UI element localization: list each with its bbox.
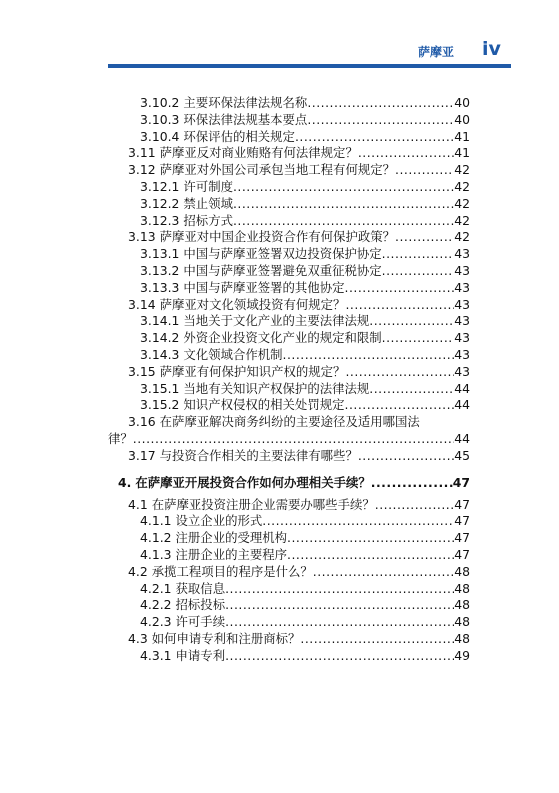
toc-entry-title: 如何申请专利和注册商标？ (151, 631, 301, 646)
toc-entry-title: 知识产权侵权的相关处罚规定 (183, 397, 345, 413)
toc-entry-page: 47 (454, 547, 470, 562)
header-rule (108, 64, 511, 68)
toc-entry-page: 44 (454, 397, 470, 413)
toc-entry-title: 萨摩亚对外国公司承包当地工程有何规定？ (159, 162, 396, 178)
toc-entry-page: 43 (454, 330, 470, 346)
toc-entry-number: 4.1.1 (140, 513, 172, 529)
toc-entry[interactable] (140, 581, 470, 597)
toc-leader-dots (307, 112, 454, 128)
toc-entry-page: 44 (454, 380, 470, 396)
toc-entry[interactable] (140, 614, 470, 630)
toc-entry[interactable] (140, 196, 470, 212)
toc-entry-number: 4. (118, 474, 132, 490)
toc-entry[interactable] (140, 179, 470, 195)
toc-entry-page: 48 (454, 580, 470, 596)
toc-entry-page: 48 (454, 614, 470, 630)
toc-entry-page: 43 (454, 246, 470, 262)
toc-entry[interactable] (140, 246, 470, 262)
toc-entry-page: 40 (454, 95, 470, 110)
toc-entry-title: 注册企业的主要程序 (175, 547, 288, 562)
toc-leader-dots (225, 648, 454, 664)
toc-entry[interactable] (128, 497, 470, 513)
toc-entry-title: 中国与萨摩亚签署避免双重征税协定 (183, 263, 382, 278)
toc-leader-dots (262, 513, 454, 529)
toc-entry-page: 40 (454, 111, 470, 127)
toc-entry-number: 3.13.3 (140, 279, 180, 295)
toc-entry-page: 43 (454, 347, 470, 362)
toc-entry[interactable] (128, 229, 470, 245)
toc-entry-page: 43 (454, 313, 470, 329)
toc-entry-title: 与投资合作相关的主要法律有哪些？ (159, 447, 358, 463)
toc-leader-dots (345, 297, 454, 313)
toc-entry-number: 3.15.1 (140, 380, 180, 396)
toc-entry-number: 3.13.2 (140, 263, 180, 278)
toc-entry[interactable] (128, 564, 470, 580)
toc-entry-number: 3.16 (128, 414, 156, 430)
toc-entry-title: 申请专利 (175, 647, 226, 663)
toc-entry-number: 4.1 (128, 496, 148, 512)
toc-entry[interactable] (128, 364, 470, 380)
toc-entry-page: 49 (454, 647, 470, 663)
toc-entry-number: 3.15 (128, 363, 156, 379)
toc-entry-title: 在萨摩亚投资注册企业需要办哪些手续？ (151, 496, 375, 512)
toc-entry-page: 42 (454, 212, 470, 228)
toc-entry-page: 47 (454, 530, 470, 546)
toc-leader-dots (133, 431, 454, 447)
toc-entry[interactable] (140, 213, 470, 229)
toc-entry-title: 中国与萨摩亚签署双边投资保护协定 (183, 246, 382, 262)
toc-entry-number: 4.1.3 (140, 547, 172, 562)
toc-entry-number: 3.12.3 (140, 212, 180, 228)
toc-entry-title: 设立企业的形式 (175, 513, 263, 529)
toc-leader-dots (382, 330, 455, 346)
toc-entry-page: 43 (454, 279, 470, 295)
toc-leader-dots (345, 397, 455, 413)
toc-leader-dots (395, 162, 454, 178)
toc-entry-page: 48 (454, 563, 470, 579)
toc-entry-page: 43 (454, 363, 470, 379)
toc-leader-dots (369, 381, 454, 397)
toc-entry[interactable] (140, 513, 470, 529)
toc-entry-page: 47 (452, 474, 470, 490)
toc-leader-dots (307, 95, 454, 111)
toc-entry-number: 3.15.2 (140, 397, 180, 413)
toc-entry-title: 环保法律法规基本要点 (183, 111, 308, 127)
toc-entry-title: 当地关于文化产业的主要法律法规 (183, 313, 370, 329)
toc-entry-number: 4.3 (128, 631, 148, 646)
toc-entry-page: 42 (454, 229, 470, 245)
toc-entry-number: 3.17 (128, 447, 156, 463)
toc-entry[interactable] (140, 280, 470, 296)
toc-entry-title: 招标投标 (175, 597, 226, 613)
toc-leader-dots (345, 364, 454, 380)
toc-entry[interactable] (128, 297, 470, 313)
toc-entry-number: 4.2.3 (140, 614, 172, 630)
toc-entry-number: 4.2.1 (140, 580, 172, 596)
toc-entry-title: 招标方式 (183, 212, 233, 228)
toc-leader-dots (358, 145, 454, 161)
toc-entry-title: 文化领域合作机制 (183, 347, 283, 362)
toc-entry-page: 48 (454, 597, 470, 613)
toc-entry-number: 4.3.1 (140, 647, 172, 663)
toc-leader-dots (225, 597, 454, 613)
toc-entry[interactable] (140, 597, 470, 613)
toc-leader-dots (300, 631, 454, 647)
toc-leader-dots (233, 196, 454, 212)
toc-entry-title: 禁止领域 (183, 195, 233, 211)
toc-entry-title: 外资企业投资文化产业的规定和限制 (183, 330, 382, 346)
toc-leader-dots (369, 313, 454, 329)
toc-entry[interactable] (140, 129, 470, 145)
toc-entry-title: 当地有关知识产权保护的法律法规 (183, 380, 370, 396)
toc-leader-dots (313, 564, 454, 580)
toc-entry-title: 在萨摩亚开展投资合作如何办理相关手续？ (135, 474, 371, 490)
toc-entry-number: 3.14.2 (140, 330, 180, 346)
toc-entry-title: 萨摩亚对文化领域投资有何规定？ (159, 296, 346, 312)
toc-leader-dots (287, 547, 454, 563)
toc-entry-page: 47 (454, 513, 470, 529)
toc-entry-title: 许可手续 (175, 614, 226, 630)
toc-entry[interactable] (118, 475, 470, 491)
toc-entry[interactable] (140, 547, 470, 563)
toc-entry-title: 在萨摩亚解决商务纠纷的主要途径及适用哪国法 (159, 414, 420, 430)
toc-entry-title: 萨摩亚对中国企业投资合作有何保护政策？ (159, 229, 396, 245)
toc-leader-dots (233, 213, 454, 229)
toc-entry-title: 主要环保法律法规名称 (183, 95, 308, 110)
toc-entry-title: 获取信息 (175, 580, 226, 596)
toc-entry[interactable] (128, 631, 470, 647)
toc-entry[interactable] (140, 263, 470, 279)
toc-entry-number: 3.13 (128, 229, 156, 245)
toc-leader-dots (382, 263, 455, 279)
toc-entry-continuation[interactable] (108, 431, 470, 447)
toc-entry-page: 47 (454, 496, 470, 512)
toc-entry[interactable] (128, 145, 470, 161)
header-title: 萨摩亚 (418, 45, 455, 59)
toc-entry-page: 48 (454, 631, 470, 646)
toc-leader-dots (358, 448, 454, 464)
toc-entry[interactable] (140, 347, 470, 363)
toc-entry-title: 中国与萨摩亚签署的其他协定 (183, 279, 345, 295)
toc-leader-dots (283, 347, 455, 363)
toc-entry[interactable] (140, 95, 470, 111)
toc-entry-number: 3.14.1 (140, 313, 180, 329)
toc-entry-title: 环保评估的相关规定 (183, 128, 295, 144)
toc-entry-number: 3.14 (128, 296, 156, 312)
toc-entry[interactable] (140, 330, 470, 346)
toc-leader-dots (382, 246, 455, 262)
toc-entry-title: 萨摩亚有何保护知识产权的规定？ (159, 363, 346, 379)
toc-entry-title-continuation: 律？ (108, 431, 133, 446)
toc-entry-page: 42 (454, 195, 470, 211)
toc-entry-number: 3.13.1 (140, 246, 180, 262)
toc-leader-dots (395, 229, 454, 245)
toc-entry-number: 3.10.3 (140, 111, 180, 127)
toc-entry-title: 注册企业的受理机构 (175, 530, 288, 546)
toc-leader-dots (371, 475, 453, 491)
toc-entry[interactable] (140, 313, 470, 329)
toc-entry-page: 41 (454, 145, 470, 161)
toc-entry[interactable] (140, 112, 470, 128)
toc-entry-title: 许可制度 (183, 179, 233, 194)
page-number: iv (482, 38, 501, 60)
toc-entry[interactable] (128, 414, 470, 430)
toc-entry-page: 42 (454, 162, 470, 178)
toc-entry-number: 4.2 (128, 563, 148, 579)
toc-entry-page: 44 (454, 431, 470, 446)
toc-entry-number: 3.12.1 (140, 179, 180, 194)
toc-entry-number: 3.12.2 (140, 195, 180, 211)
toc-entry-page: 41 (454, 128, 470, 144)
toc-entry-number: 3.14.3 (140, 347, 180, 362)
toc-entry-number: 3.10.4 (140, 128, 180, 144)
toc-leader-dots (345, 280, 455, 296)
toc-entry-page: 42 (454, 179, 470, 194)
toc-entry[interactable] (140, 381, 470, 397)
toc-entry[interactable] (128, 162, 470, 178)
toc-leader-dots (225, 581, 454, 597)
toc-entry-number: 3.10.2 (140, 95, 180, 110)
toc-entry[interactable] (140, 530, 470, 546)
toc-entry[interactable] (140, 397, 470, 413)
toc-leader-dots (375, 497, 454, 513)
toc-entry-number: 3.12 (128, 162, 156, 178)
toc-leader-dots (287, 530, 454, 546)
toc-leader-dots (233, 179, 454, 195)
toc-entry-number: 4.1.2 (140, 530, 172, 546)
toc-entry-page: 45 (454, 447, 470, 463)
toc-entry-page: 43 (454, 296, 470, 312)
toc-leader-dots (225, 614, 454, 630)
toc-entry[interactable] (140, 648, 470, 664)
toc-entry-title: 承揽工程项目的程序是什么？ (151, 563, 313, 579)
toc-entry[interactable] (128, 448, 470, 464)
toc-entry-number: 3.11 (128, 145, 156, 161)
toc-entry-title: 萨摩亚反对商业贿赂有何法律规定？ (159, 145, 358, 161)
toc-leader-dots (295, 129, 454, 145)
toc-entry-number: 4.2.2 (140, 597, 172, 613)
toc-entry-page: 43 (454, 263, 470, 278)
